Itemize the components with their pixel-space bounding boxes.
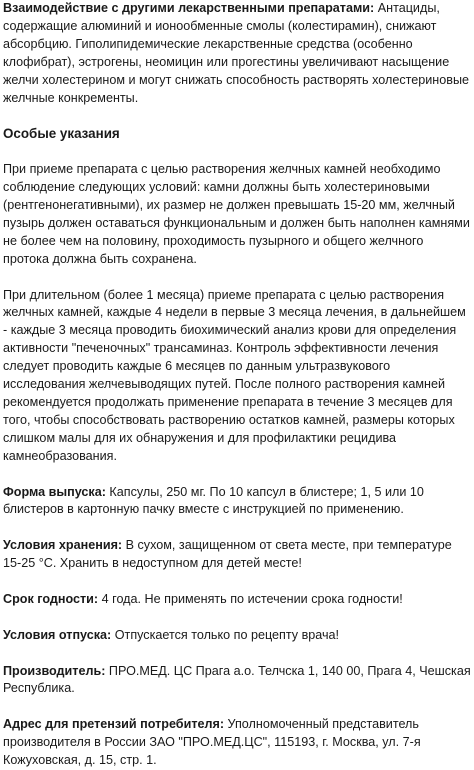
shelf-life-label: Срок годности: [3, 591, 99, 606]
spacer [3, 573, 471, 591]
special-instructions-paragraph-2: При длительном (более 1 месяца) приеме препарата с целью растворения желчных камней, каждые 4 недели в первые 3 месяца лечения, в дальнейшем - каждые 3 месяца проводить биохимический анализ крови для определения активности "печеночных" трансаминаз. Контроль эффективности лечения следует проводить каждые 6 месяцев по данным ультразвукового исследования желчевыводящих путей. После полного растворения камней рекомендуется продолжать применение препарата в течение 3 месяцев для того, чтобы способствовать растворению остатков камней, размеры которых слишком малы для их обнаружения и для профилактики рецидива камнеобразования. [3, 287, 466, 463]
spacer [3, 269, 471, 287]
spacer [3, 466, 471, 484]
storage-text: В сухом, защищенном от света месте, при температуре 15-25 °С. Хранить в недоступном для детей месте! [3, 538, 452, 571]
dispensing-section [3, 627, 471, 645]
manufacturer-section [3, 663, 471, 699]
release-form-label: Форма выпуска: [3, 484, 106, 499]
spacer [3, 698, 471, 716]
spacer [3, 519, 471, 537]
manufacturer-label: Производитель: [3, 663, 106, 678]
manufacturer-text: ПРО.МЕД. ЦС Прага а.о. Телчска 1, 140 00, Прага 4, Чешская Республика. [3, 663, 471, 696]
shelf-life-text: 4 года. Не применять по истечении срока годности! [98, 591, 403, 606]
spacer [3, 609, 471, 627]
dispensing-label: Условия отпуска: [3, 627, 112, 642]
spacer [3, 645, 471, 663]
special-instructions-paragraph-1: При приеме препарата с целью растворения желчных камней необходимо соблюдение следующих условий: камни должны быть холестериновыми (рентгенонегативными), их размер не должен превышать 15-20 мм, желчный пузырь должен оставаться функциональным и должен быть наполнен камнями не более чем на половину, проходимость пузырного и общего желчного протока должна быть сохранена. [3, 162, 470, 266]
shelf-life-section [3, 591, 471, 609]
release-form-section [3, 484, 471, 520]
storage-section [3, 537, 471, 573]
dispensing-text: Отпускается только по рецепту врача! [111, 627, 340, 642]
spacer [3, 143, 471, 161]
interactions-text: Антациды, содержащие алюминий и ионообменные смолы (колестирамин), снижают абсорбцию. Гиполипидемические лекарственные средства (особенно клофибрат), эстрогены, неомицин или прогестины увеличивают насыщение желчи холестерином и могут снижать способность растворять холестериновые желчные конкременты. [3, 1, 470, 105]
interactions-label: Взаимодействие с другими лекарственными препаратами: [3, 1, 375, 15]
complaints-section [3, 716, 471, 770]
complaints-text: Уполномоченный представитель производителя в России ЗАО "ПРО.МЕД.ЦС", 115193, г. Москва, ул. 7-я Кожуховская, д. 15, стр. 1. [3, 717, 421, 768]
storage-label: Условия хранения: [3, 538, 123, 553]
special-instructions-heading: Особые указания [3, 126, 120, 142]
complaints-label: Адрес для претензий потребителя: [3, 717, 225, 732]
interactions-section [3, 0, 471, 107]
spacer [3, 107, 471, 125]
release-form-text: Капсулы, 250 мг. По 10 капсул в блистере; 1, 5 или 10 блистеров в картонную пачку вместе с инструкцией по применению. [3, 484, 424, 517]
